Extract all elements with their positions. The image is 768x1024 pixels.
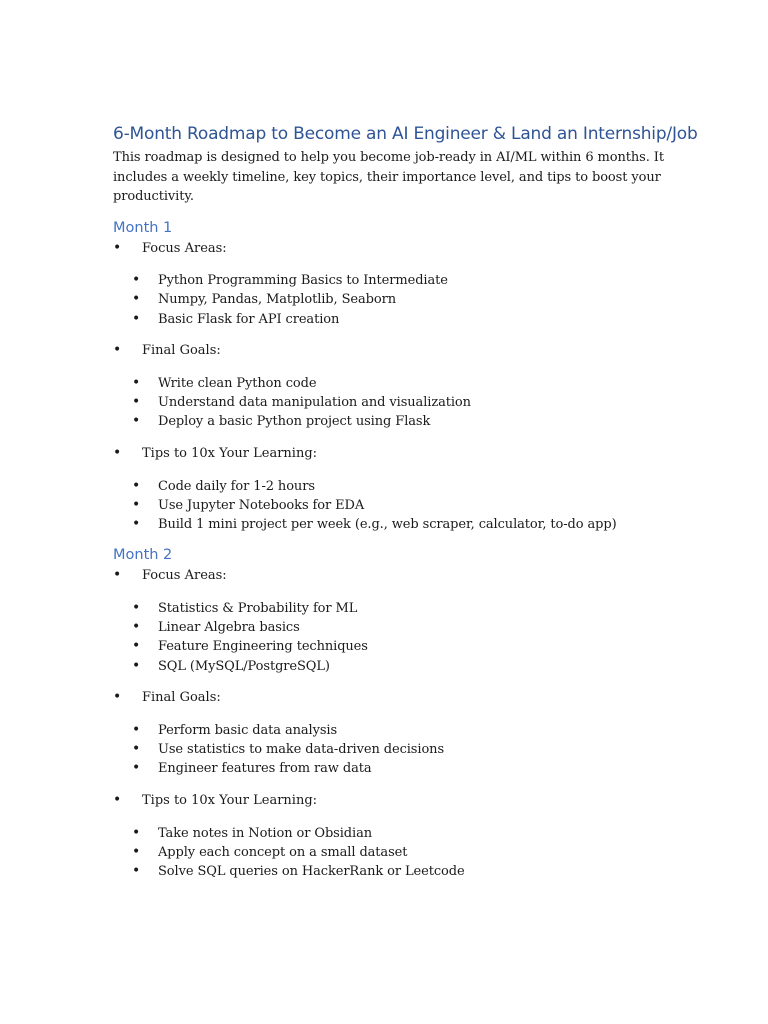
section-label-row — [113, 239, 713, 259]
section-item-list — [113, 374, 713, 432]
month-1-block — [113, 220, 713, 535]
list-item-text: SQL (MySQL/PostgreSQL) — [158, 658, 330, 674]
list-item-text: Use Jupyter Notebooks for EDA — [158, 498, 365, 514]
bullet-icon: • — [113, 792, 122, 809]
bullet-icon: • — [132, 291, 141, 308]
list-item — [113, 824, 713, 843]
list-item — [113, 271, 713, 290]
bullet-icon: • — [132, 310, 141, 327]
bullet-icon: • — [132, 374, 141, 391]
list-item — [113, 412, 713, 431]
list-item — [113, 637, 713, 656]
bullet-icon: • — [132, 394, 141, 411]
list-item — [113, 515, 713, 534]
section-label-row — [113, 791, 713, 811]
list-item-text: Apply each concept on a small dataset — [158, 845, 408, 861]
list-item-text: Python Programming Basics to Intermediate — [158, 273, 448, 288]
section-label: Tips to 10x Your Learning: — [142, 446, 318, 462]
section-item-list — [113, 824, 713, 882]
section-label-row — [113, 444, 713, 464]
bullet-icon: • — [132, 497, 141, 514]
list-item — [113, 843, 713, 862]
bullet-icon: • — [132, 844, 141, 861]
list-item-text: Feature Engineering techniques — [158, 639, 368, 655]
list-item-text: Statistics & Probability for ML — [158, 600, 358, 616]
bullet-icon: • — [113, 239, 122, 256]
list-item-text: Basic Flask for API creation — [158, 311, 340, 327]
list-item-text: Perform basic data analysis — [158, 722, 338, 738]
list-item-text: Solve SQL queries on HackerRank or Leetcode — [158, 864, 465, 880]
bullet-icon: • — [132, 760, 141, 777]
bullet-icon: • — [132, 516, 141, 533]
list-item — [113, 496, 713, 515]
list-item-text: Linear Algebra basics — [158, 619, 300, 635]
bullet-icon: • — [132, 272, 141, 288]
list-item — [113, 310, 713, 329]
bullet-icon: • — [113, 445, 122, 462]
section-label: Focus Areas: — [142, 568, 227, 584]
list-item — [113, 477, 713, 496]
list-item-text: Understand data manipulation and visualization — [158, 395, 471, 411]
list-item-text: Take notes in Notion or Obsidian — [158, 825, 372, 841]
list-item — [113, 862, 713, 881]
section-label: Final Goals: — [142, 690, 221, 706]
section-item-list — [113, 271, 713, 329]
intro-paragraph: This roadmap is designed to help you become job-ready in AI/ML within 6 months. It includes a weekly timeline, key topics, their importance level, and tips to boost your productivity. — [113, 150, 664, 204]
list-item — [113, 374, 713, 393]
section-item-list — [113, 477, 713, 535]
month-heading: Month 1 — [113, 219, 173, 236]
bullet-icon: • — [132, 599, 141, 616]
bullet-icon: • — [132, 638, 141, 655]
bullet-icon: • — [132, 863, 141, 880]
list-item-text: Numpy, Pandas, Matplotlib, Seaborn — [158, 292, 396, 308]
list-item-text: Engineer features from raw data — [158, 761, 372, 777]
list-item — [113, 759, 713, 778]
bullet-icon: • — [113, 689, 122, 706]
document-content — [113, 124, 713, 894]
list-item — [113, 657, 713, 676]
bullet-icon: • — [113, 342, 122, 359]
document-title: 6-Month Roadmap to Become an AI Engineer & Land an Internship/Job — [113, 124, 698, 144]
bullet-icon: • — [132, 741, 141, 758]
bullet-icon: • — [132, 413, 141, 430]
bullet-icon: • — [113, 567, 122, 584]
section-item-list — [113, 599, 713, 676]
list-item-text: Build 1 mini project per week (e.g., web scraper, calculator, to-do app) — [158, 517, 617, 533]
section-item-list — [113, 721, 713, 779]
list-item — [113, 740, 713, 759]
list-item — [113, 618, 713, 637]
month-2-block — [113, 547, 713, 881]
bullet-icon: • — [132, 721, 141, 738]
list-item-text: Use statistics to make data-driven decisions — [158, 742, 445, 758]
list-item — [113, 393, 713, 412]
bullet-icon: • — [132, 657, 141, 674]
section-label: Final Goals: — [142, 343, 221, 359]
list-item — [113, 721, 713, 740]
section-label-row — [113, 341, 713, 361]
list-item-text: Deploy a basic Python project using Flask — [158, 414, 431, 430]
section-label: Tips to 10x Your Learning: — [142, 793, 318, 809]
section-label: Focus Areas: — [142, 240, 227, 256]
section-label-row — [113, 688, 713, 708]
months-container — [113, 220, 713, 882]
list-item — [113, 599, 713, 618]
list-item-text: Write clean Python code — [158, 375, 317, 391]
bullet-icon: • — [132, 824, 141, 841]
section-label-row — [113, 566, 713, 586]
list-item-text: Code daily for 1-2 hours — [158, 478, 315, 494]
month-heading: Month 2 — [113, 547, 173, 564]
bullet-icon: • — [132, 477, 141, 494]
bullet-icon: • — [132, 618, 141, 635]
list-item — [113, 290, 713, 309]
